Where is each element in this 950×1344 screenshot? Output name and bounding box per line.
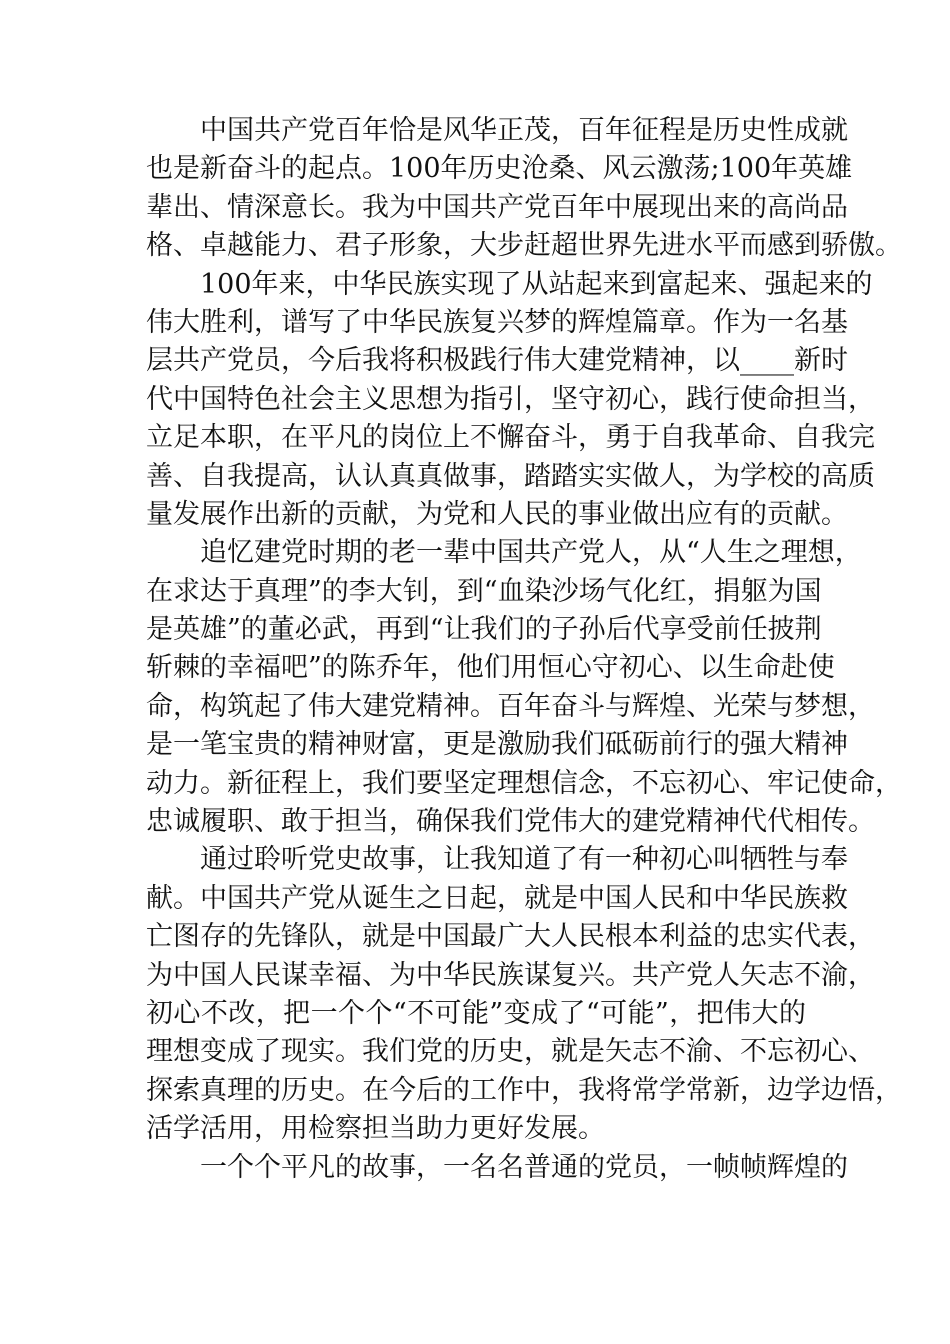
paragraph-line: 探索真理的历史。在今后的工作中，我将常学常新，边学边悟，	[146, 1074, 902, 1106]
document-body	[146, 112, 902, 1187]
paragraph-line: 理想变成了现实。我们党的历史，就是矢志不渝、不忘初心、	[146, 1036, 875, 1068]
paragraph-line: 善、自我提高，认认真真做事，踏踏实实做人，为学校的高质	[146, 460, 875, 492]
paragraph-line: 亡图存的先锋队，就是中国最广大人民根本利益的忠实代表，	[146, 921, 875, 953]
paragraph-line: 在求达于真理”的李大钊，到“血染沙场气化红，捐躯为国	[146, 575, 822, 607]
paragraph-line: 初心不改，把一个个“不可能”变成了“可能”，把伟大的	[146, 997, 806, 1029]
paragraph-line: 命，构筑起了伟大建党精神。百年奋斗与辉煌、光荣与梦想，	[146, 690, 875, 722]
paragraph-line: 为中国人民谋幸福、为中华民族谋复兴。共产党人矢志不渝，	[146, 959, 875, 991]
paragraph-line: 献。中国共产党从诞生之日起，就是中国人民和中华民族救	[146, 882, 848, 914]
paragraph-line: 量发展作出新的贡献，为党和人民的事业做出应有的贡献。	[146, 498, 848, 530]
paragraph-line: 也是新奋斗的起点。100年历史沧桑、风云激荡;100年英雄	[146, 153, 853, 185]
paragraph-line: 中国共产党百年恰是风华正茂，百年征程是历史性成就	[200, 115, 848, 146]
paragraph-line: 立足本职，在平凡的岗位上不懈奋斗，勇于自我革命、自我完	[146, 422, 875, 454]
paragraph-line: 100年来，中华民族实现了从站起来到富起来、强起来的	[200, 268, 873, 300]
paragraph-line: 代中国特色社会主义思想为指引，坚守初心，践行使命担当，	[146, 383, 875, 415]
paragraph-line: 是一笔宝贵的精神财富，更是激励我们砥砺前行的强大精神	[146, 729, 848, 761]
paragraph-line: 忠诚履职、敢于担当，确保我们党伟大的建党精神代代相传。	[146, 806, 875, 838]
paragraph-line: 动力。新征程上，我们要坚定理想信念，不忘初心、牢记使命，	[146, 767, 902, 799]
paragraph-line: 通过聆听党史故事，让我知道了有一种初心叫牺牲与奉	[200, 844, 848, 876]
paragraph-line: 层共产党员，今后我将积极践行伟大建党精神，以____新时	[146, 345, 848, 377]
paragraph-line: 一个个平凡的故事，一名名普通的党员，一帧帧辉煌的	[200, 1151, 848, 1183]
paragraph-line: 格、卓越能力、君子形象，大步赶超世界先进水平而感到骄傲。	[146, 230, 902, 262]
paragraph-line: 是英雄”的董必武，再到“让我们的子孙后代享受前任披荆	[146, 614, 822, 646]
paragraph-line: 活学活用，用检察担当助力更好发展。	[146, 1113, 605, 1145]
paragraph-line: 追忆建党时期的老一辈中国共产党人，从“人生之理想，	[200, 537, 862, 569]
paragraph-line: 伟大胜利，谱写了中华民族复兴梦的辉煌篇章。作为一名基	[146, 306, 848, 338]
paragraph-line: 辈出、情深意长。我为中国共产党百年中展现出来的高尚品	[146, 191, 848, 223]
paragraph-line: 斩棘的幸福吧”的陈乔年，他们用恒心守初心、以生命赴使	[146, 652, 835, 684]
